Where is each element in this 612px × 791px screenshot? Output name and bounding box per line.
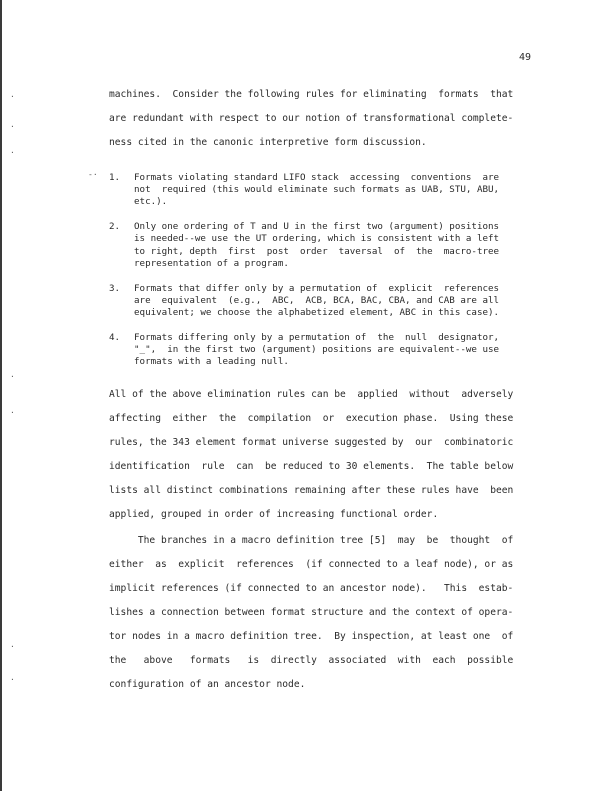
text-line: is needed--we use the UT ordering, which is consistent with a left (134, 233, 500, 245)
text-line: Formats differing only by a permutation of the null designator, (134, 331, 500, 343)
scan-mark: · (10, 642, 15, 651)
text-line: Formats violating standard LIFO stack accessing conventions are (134, 172, 500, 183)
scan-mark: · (10, 122, 15, 131)
text-line: machines. Consider the following rules for eliminating formats that (109, 89, 514, 100)
text-line: formats with a leading null. (134, 356, 289, 368)
page-edge-rule (0, 0, 2, 791)
text-line: rules, the 343 element format universe suggested by our combinatoric (109, 437, 514, 448)
intro-paragraph (109, 83, 534, 155)
scan-mark: · (10, 148, 15, 157)
scan-mark: · (10, 372, 15, 381)
list-item (109, 283, 534, 320)
scan-mark: · (10, 408, 15, 417)
text-line: ness cited in the canonic interpretive form discussion. (109, 137, 427, 148)
text-line: Only one ordering of T and U in the first two (argument) positions (134, 221, 500, 233)
text-line: etc.). (134, 196, 168, 208)
list-item-number: 3. (109, 282, 121, 294)
scan-mark: · (10, 675, 15, 684)
text-line: implicit references (if connected to an ancestor node). This estab- (109, 583, 514, 594)
scan-mark: -· (88, 170, 98, 179)
text-line: are redundant with respect to our notion of transformational complete- (109, 113, 514, 124)
text-line: either as explicit references (if connected to a leaf node), or as (109, 559, 514, 570)
text-line: lishes a connection between format structure and the context of opera- (109, 607, 514, 618)
body-paragraph-3 (109, 529, 534, 697)
text-line: not required (this would eliminate such formats as UAB, STU, ABU, (134, 184, 500, 196)
text-line: "_", in the first two (argument) positions are equivalent--we use (134, 344, 500, 356)
text-line: affecting either the compilation or execution phase. Using these (109, 413, 514, 424)
body-paragraph-2 (109, 383, 534, 527)
text-line: configuration of an ancestor node. (109, 679, 306, 690)
list-item (109, 332, 534, 369)
list-item (109, 172, 534, 209)
text-line: All of the above elimination rules can be applied without adversely (109, 389, 514, 400)
text-line: equivalent; we choose the alphabetized element, ABC in this case). (134, 307, 500, 319)
page-number: 49 (519, 52, 532, 63)
list-item-number: 4. (109, 331, 121, 343)
scan-mark: · (10, 92, 15, 101)
text-line: tor nodes in a macro definition tree. By inspection, at least one of (109, 631, 514, 642)
text-line: representation of a program. (134, 257, 289, 269)
text-line: to right, depth first post order taversal of the macro-tree (134, 245, 500, 257)
text-line: lists all distinct combinations remaining after these rules have been (109, 485, 514, 496)
list-item (109, 221, 534, 270)
elimination-rules-list (109, 172, 534, 381)
text-line: the above formats is directly associated with each possible (109, 655, 514, 666)
text-line: The branches in a macro definition tree [5] may be thought of (109, 535, 514, 546)
text-line: Formats that differ only by a permutation of explicit references (134, 282, 500, 294)
list-item-number: 2. (109, 221, 121, 233)
text-line: applied, grouped in order of increasing functional order. (109, 509, 439, 520)
list-item-number: 1. (109, 172, 121, 183)
text-line: identification rule can be reduced to 30 elements. The table below (109, 461, 514, 472)
text-line: are equivalent (e.g., ABC, ACB, BCA, BAC, CBA, and CAB are all (134, 294, 500, 306)
